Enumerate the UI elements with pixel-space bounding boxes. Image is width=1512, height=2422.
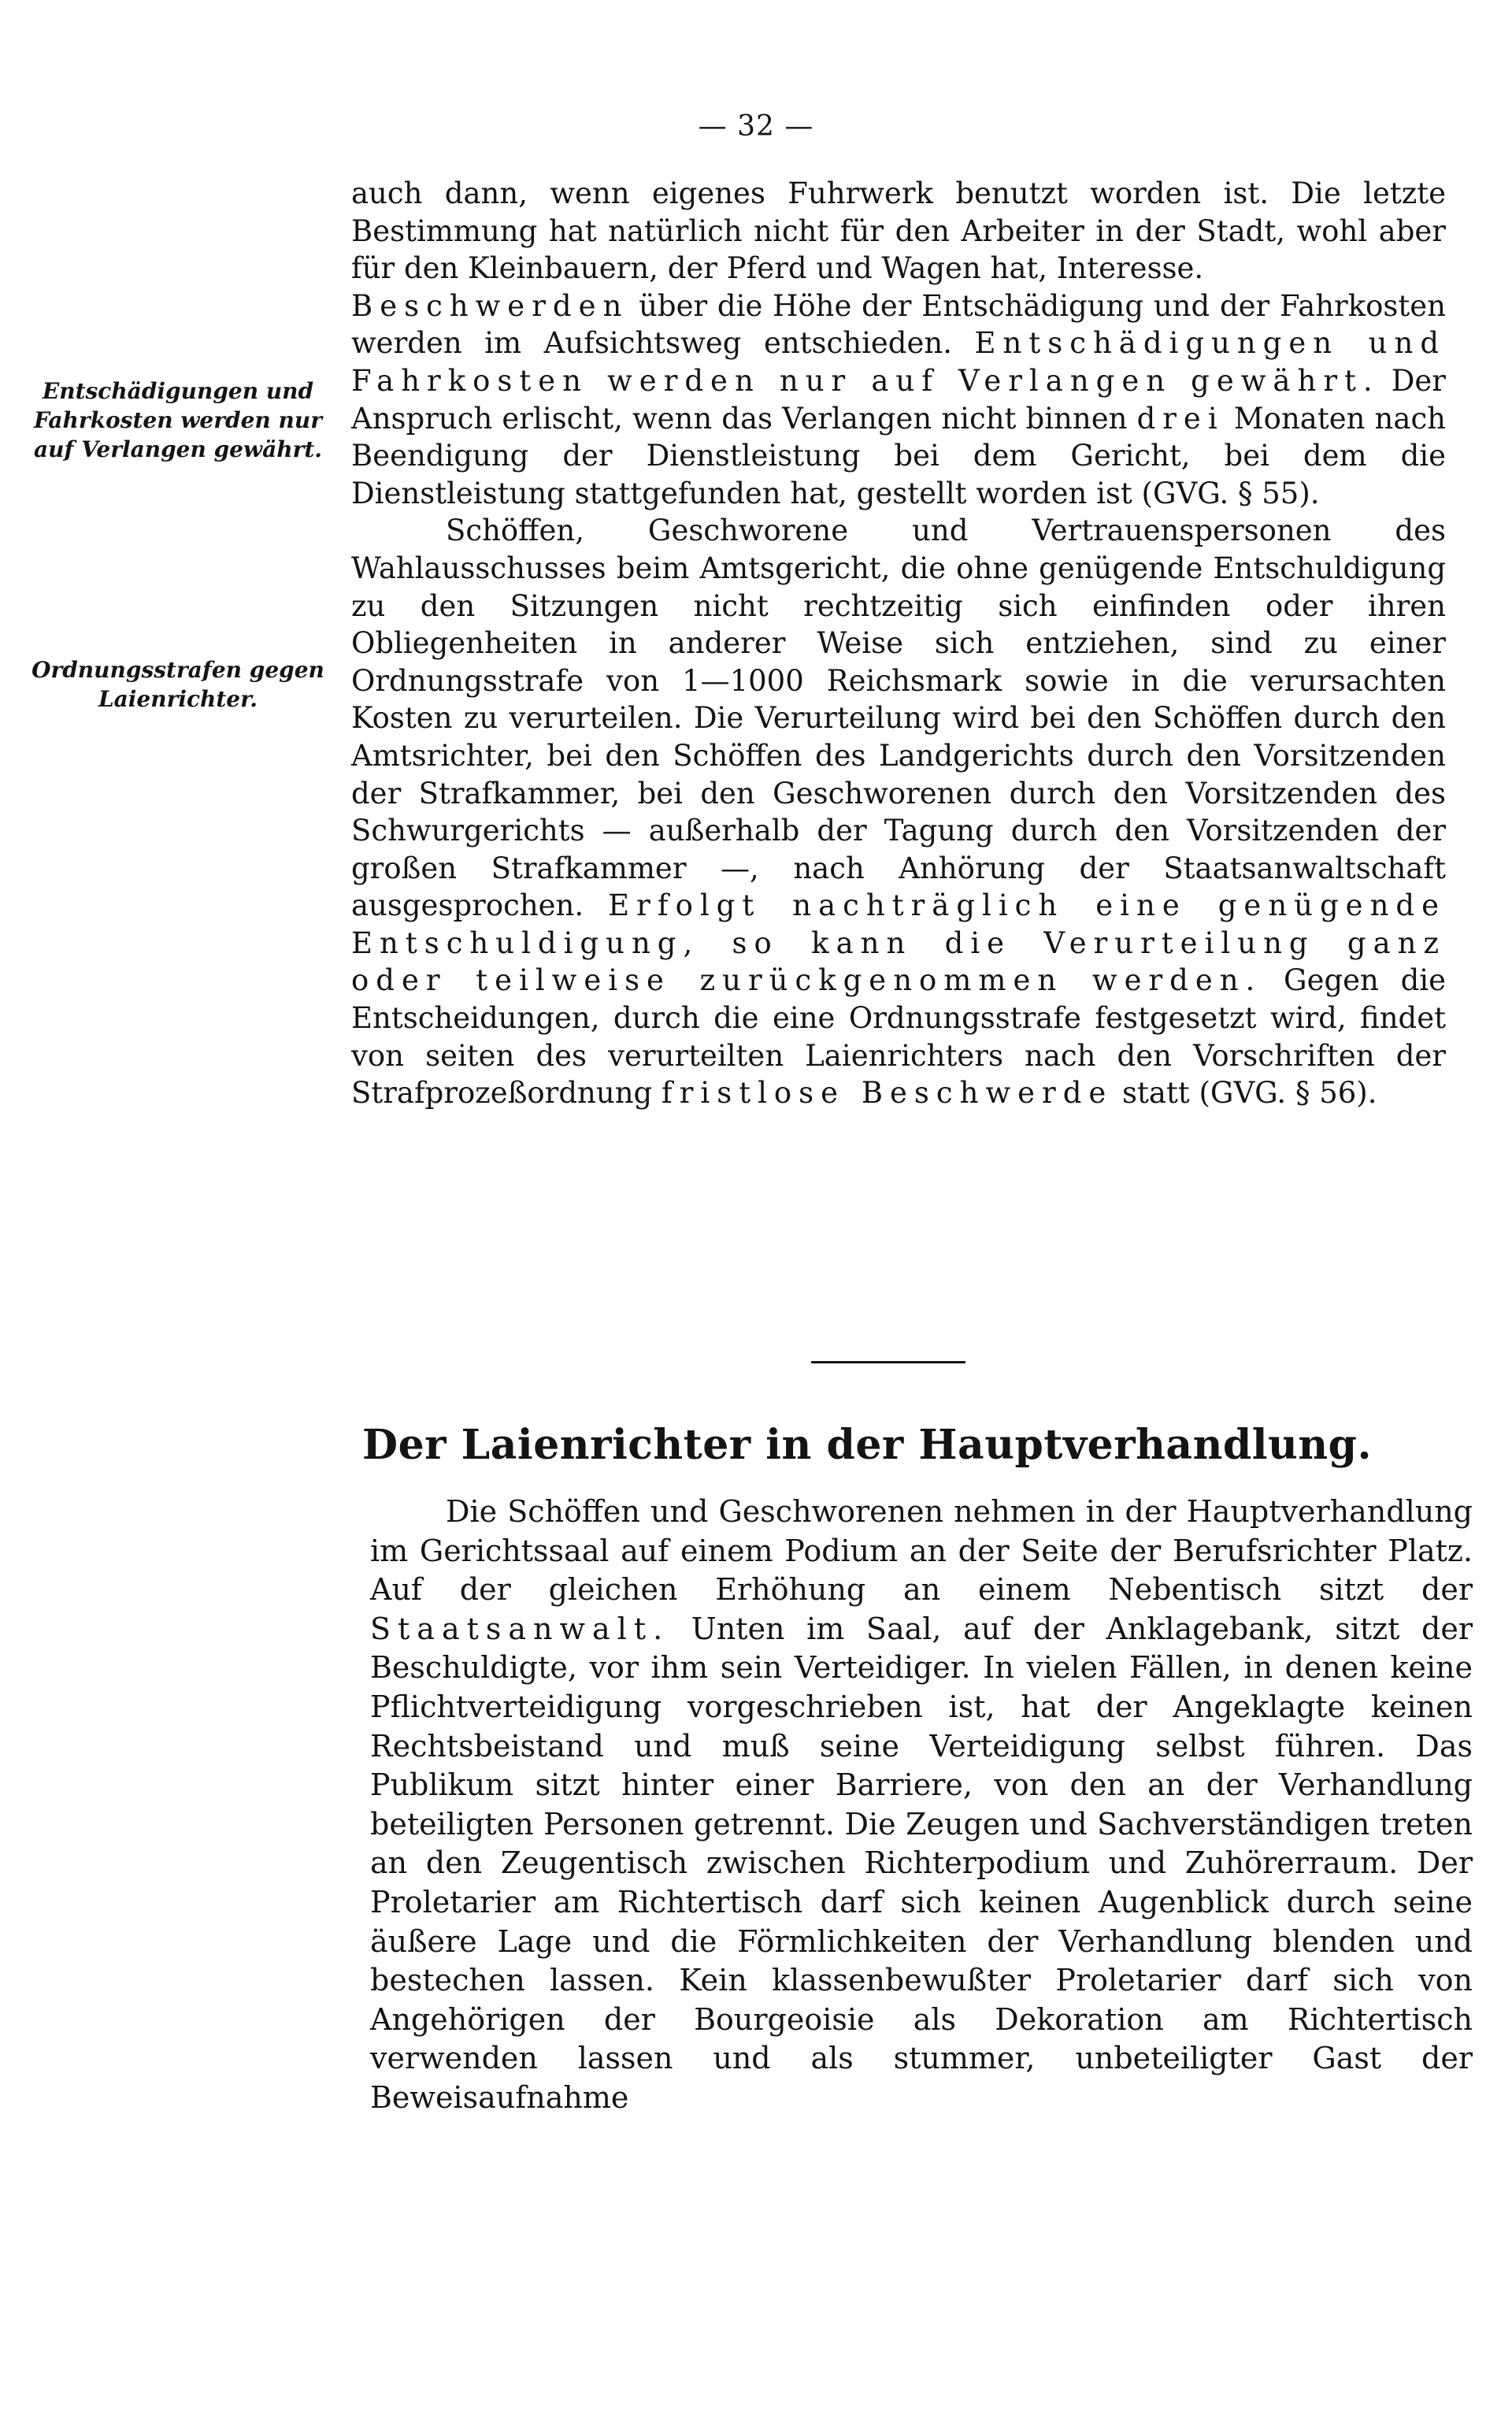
margin-note-compensation: Entschädigungen und Fahrkosten werden nur auf Verlangen gewährt. [33, 378, 323, 462]
spaced-text: Staatsanwalt. [370, 1611, 670, 1646]
spaced-text: Beschwerden [351, 288, 629, 323]
top-text-block [351, 175, 1446, 1112]
paragraph-text: über die Höhe der Entschädigung und der Fahrkosten werden im Aufsichtsweg entschieden. [351, 288, 1446, 361]
paragraph-text: Schöffen, Geschworene und Vertrauenspersonen des Wahlausschusses beim Amtsgericht, die ohne genügende Entschuldigung zu den Sitzungen nicht rechtzeitig sich einfinden oder ihren Obliegenheiten in anderer Weise sich entziehen, sind zu einer Ordnungsstrafe von 1—1000 Reichsmark sowie in die verursachten Kosten zu verurteilen. Die Verurteilung wird bei den Schöffen durch den Amtsrichter, bei den Schöffen des Landgerichts durch den Vorsitzenden der Strafkammer, bei den Geschworenen durch den Vorsitzenden des Schwurgerichts — außerhalb der Tagung durch den Vorsitzenden der großen Strafkammer —, nach Anhörung der Staatsanwaltschaft ausgesprochen. [351, 514, 1446, 923]
paragraph-continuation: auch dann, wenn eigenes Fuhrwerk benutzt worden ist. Die letzte Bestimmung hat natürlich nicht für den Arbeiter in der Stadt, wohl aber für den Kleinbauern, der Pferd und Wagen hat, Interesse. [351, 176, 1446, 286]
spaced-text: fristlose Beschwerde [662, 1076, 1114, 1111]
section-heading: Der Laienrichter in der Hauptverhandlung. [362, 1421, 1373, 1469]
bottom-text-block [370, 1493, 1473, 2118]
page-number: — 32 — [698, 110, 814, 143]
spaced-text: Erfolgt nachträglich eine genügende Entschuldigung, so kann die Verurteilung ganz oder teilweise zurückgenommen werden. [351, 888, 1446, 998]
paragraph-text: Monaten nach Beendigung der Dienstleistung bei dem Gericht, bei dem die Dienstleistung stattgefunden hat, gestellt worden ist (GVG. § 55). [351, 401, 1447, 510]
paragraph-penalties [351, 512, 1446, 1112]
paragraph-text: Gegen die Entscheidungen, durch die eine Ordnungsstrafe festgesetzt wird, findet von seiten des verurteilten Laienrichters nach den Vorschriften der Strafprozeßordnung [351, 963, 1446, 1111]
paragraph-text: Unten im Saal, auf der Anklagebank, sitzt der Beschuldigte, vor ihm sein Verteidiger. In vielen Fällen, in denen keine Pflichtverteidigung vorgeschrieben ist, hat der Angeklagte keinen Rechtsbeistand und muß seine Verteidigung selbst führen. Das Publikum sitzt hinter einer Barriere, von den an der Verhandlung beteiligten Personen getrennt. Die Zeugen und Sachverständigen treten an den Zeugentisch zwischen Richterpodium und Zuhörerraum. Der Proletarier am Richtertisch darf sich keinen Augenblick durch seine äußere Lage und die Förmlichkeiten der Verhandlung blenden und bestechen lassen. Kein klassenbewußter Proletarier darf sich von Angehörigen der Bourgeoisie als Dekoration am Richtertisch verwenden lassen und als stummer, unbeteiligter Gast der Beweisaufnahme [370, 1611, 1473, 2115]
margin-note-penalties: Ordnungsstrafen gegen Laienrichter. [32, 657, 324, 712]
spaced-text: drei [1136, 401, 1225, 436]
paragraph-hearing [370, 1493, 1473, 2118]
paragraph-text: Die Schöffen und Geschworenen nehmen in der Hauptverhandlung im Gerichtssaal auf einem Podium an der Seite der Berufsrichter Platz. Auf der gleichen Erhöhung an einem Nebentisch sitzt der [370, 1494, 1473, 1608]
paragraph-text: statt (GVG. § 56). [1113, 1076, 1377, 1111]
spaced-text: Entschädigungen und Fahrkosten werden nur auf Verlangen gewährt. [351, 326, 1447, 398]
paragraph-complaints [351, 287, 1446, 513]
section-divider [811, 1361, 965, 1363]
paragraph-text: Der Anspruch erlischt, wenn das Verlangen nicht binnen [351, 363, 1446, 436]
